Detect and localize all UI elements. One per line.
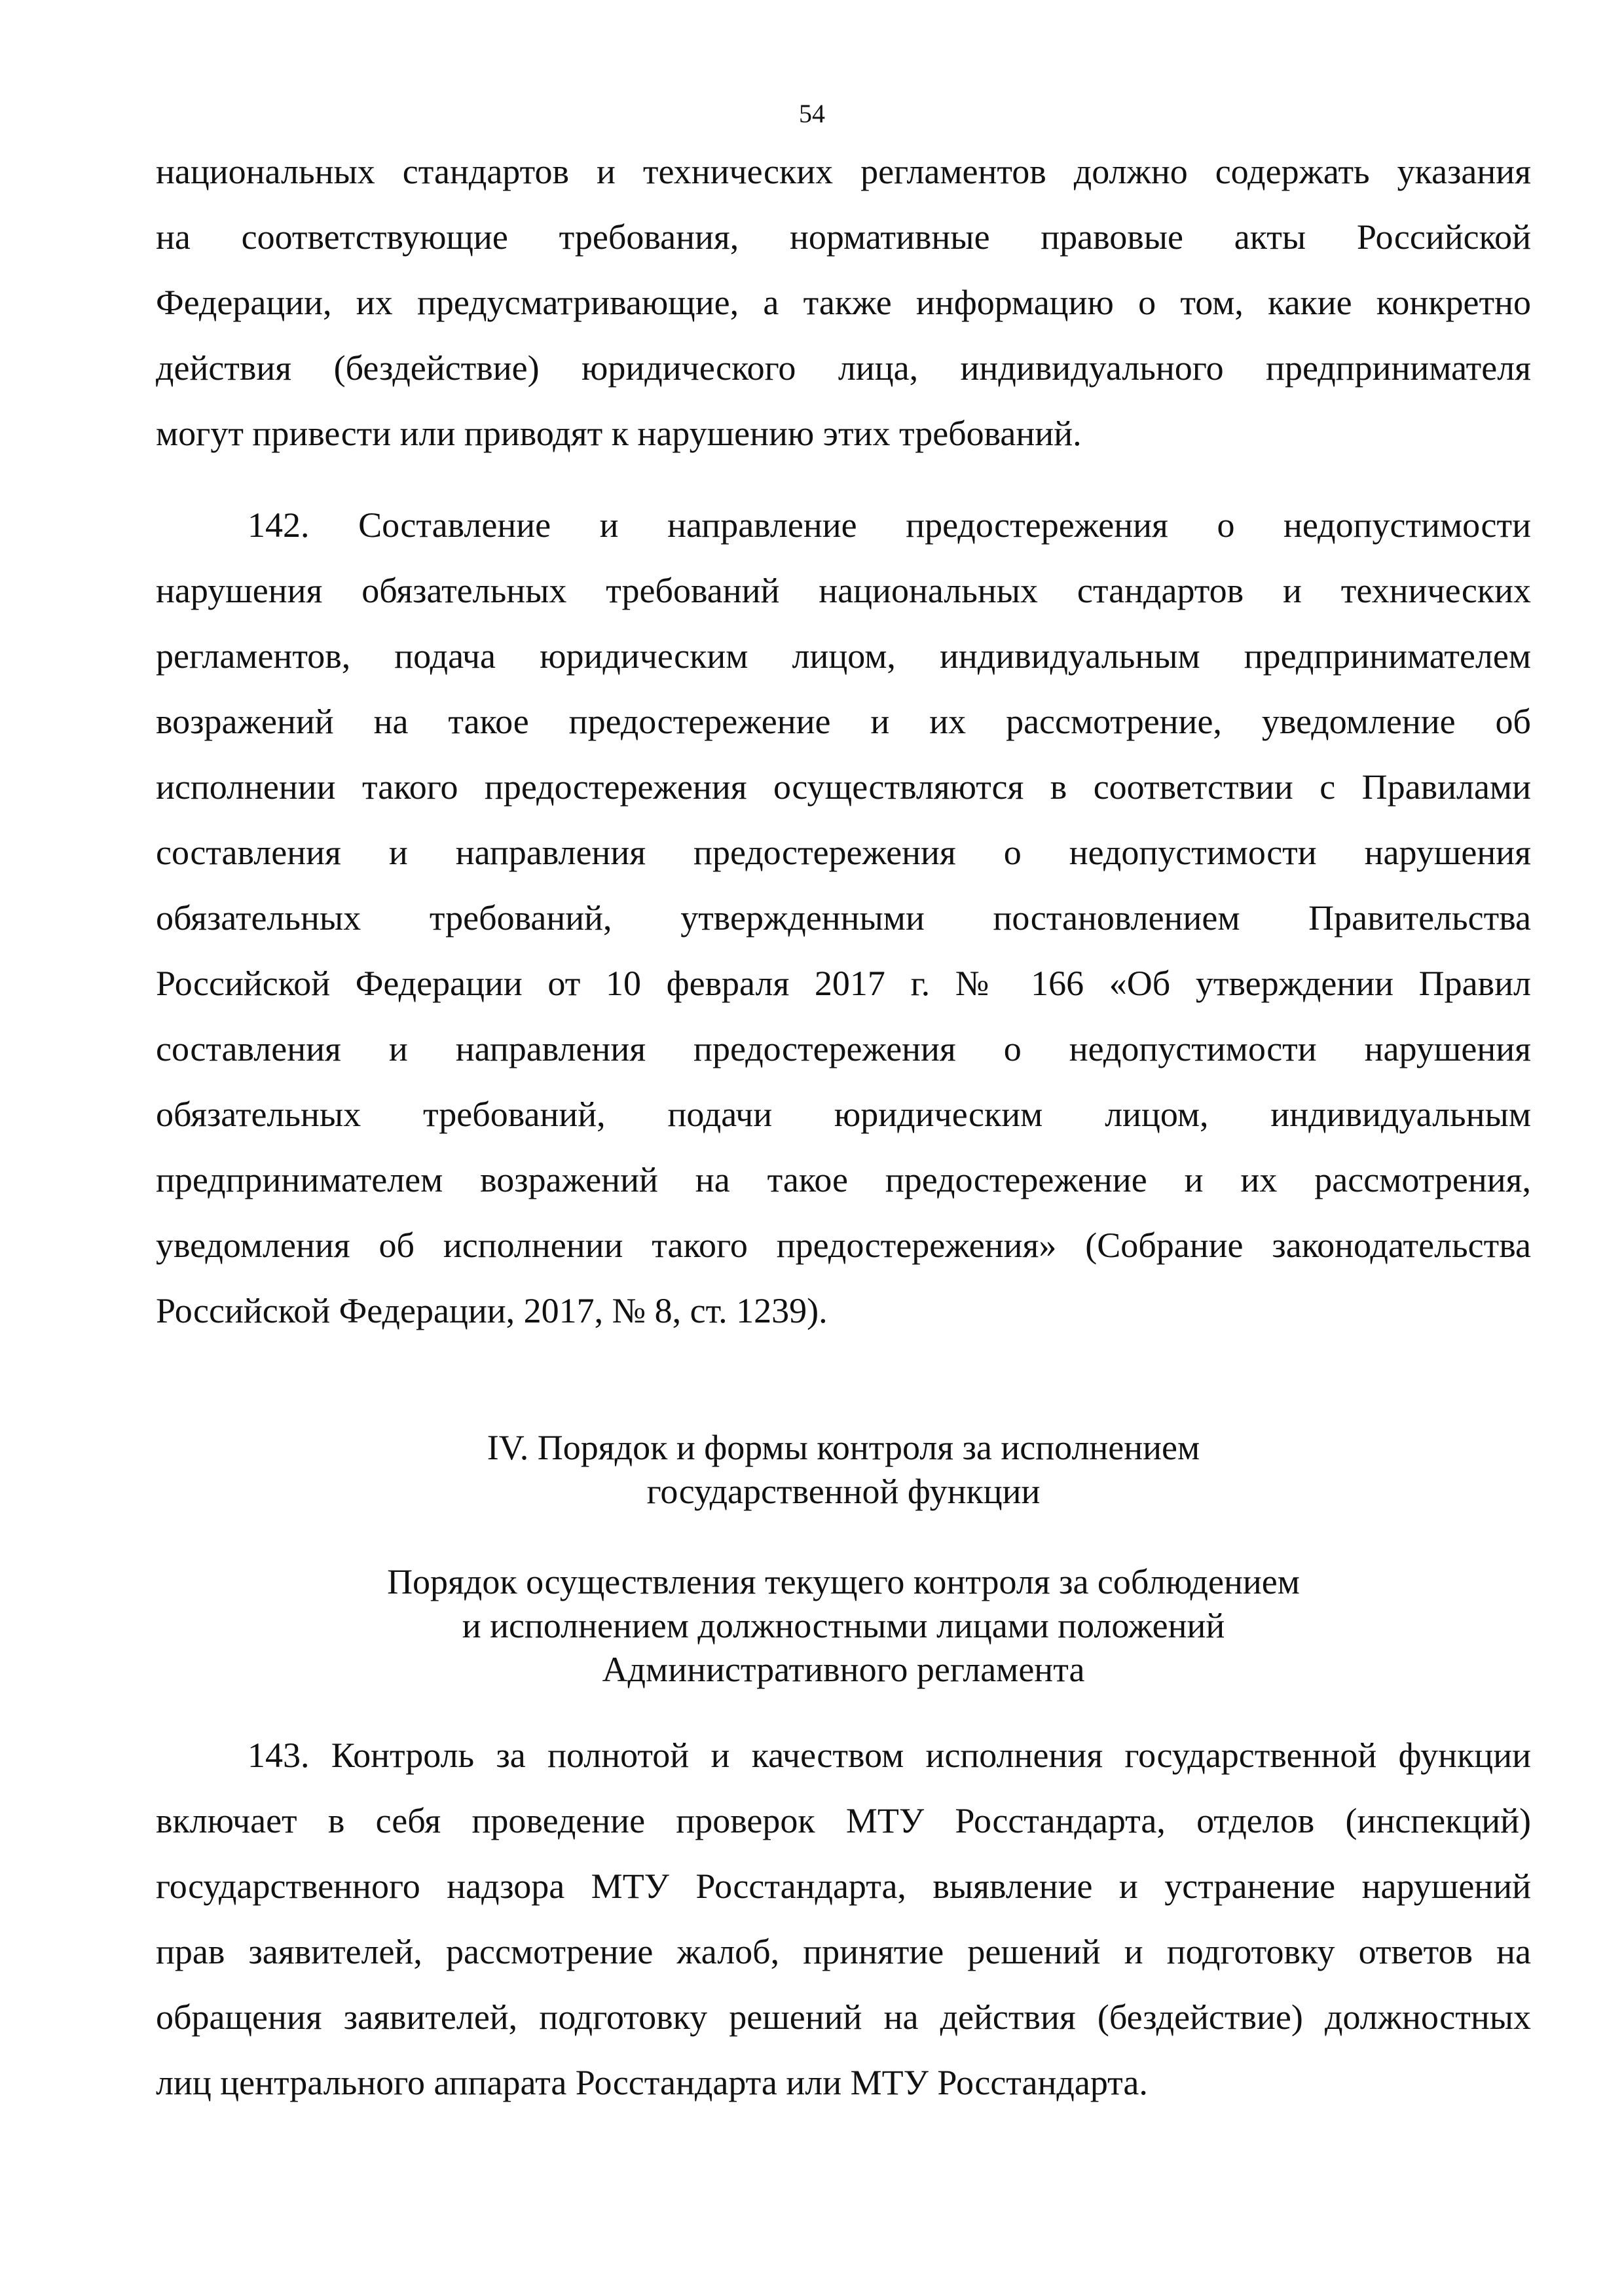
text-line: лиц центрального аппарата Росстандарта или МТУ Росстандарта. [156, 2063, 1148, 2102]
text-line: предпринимателем возражений на такое предостережение и их рассмотрения, [156, 1160, 1531, 1199]
text-line: исполнении такого предостережения осуществляются в соответствии с Правилами [156, 767, 1531, 807]
paragraph-142 [156, 492, 1531, 1343]
text-line: Федерации, их предусматривающие, а также информацию о том, какие конкретно [156, 283, 1531, 322]
subsection-heading-line: и исполнением должностными лицами положений [462, 1606, 1225, 1645]
text-line: нарушения обязательных требований национальных стандартов и технических [156, 571, 1531, 610]
section-heading-line: IV. Порядок и формы контроля за исполнением [487, 1428, 1200, 1467]
text-line: Российской Федерации от 10 февраля 2017 г. № 166 «Об утверждении Правил [156, 964, 1531, 1003]
section-heading [156, 1426, 1531, 1514]
text-line: 143. Контроль за полнотой и качеством исполнения государственной функции [248, 1736, 1531, 1775]
text-line: обращения заявителей, подготовку решений на действия (бездействие) должностных [156, 1997, 1531, 2037]
section-heading-line: государственной функции [646, 1472, 1041, 1511]
text-line: уведомления об исполнении такого предостережения» (Собрание законодательства [156, 1226, 1531, 1265]
text-line: на соответствующие требования, нормативные правовые акты Российской [156, 217, 1531, 257]
text-line: 142. Составление и направление предостережения о недопустимости [248, 505, 1531, 545]
text-line: составления и направления предостережения о недопустимости нарушения [156, 833, 1531, 872]
text-line: Российской Федерации, 2017, № 8, ст. 1239). [156, 1291, 828, 1330]
text-line: прав заявителей, рассмотрение жалоб, принятие решений и подготовку ответов на [156, 1932, 1531, 1971]
text-line: возражений на такое предостережение и их рассмотрение, уведомление об [156, 702, 1531, 741]
text-line: национальных стандартов и технических регламентов должно содержать указания [156, 152, 1531, 191]
text-line: составления и направления предостережения о недопустимости нарушения [156, 1029, 1531, 1068]
text-line: могут привести или приводят к нарушению этих требований. [156, 414, 1082, 453]
text-line: действия (бездействие) юридического лица, индивидуального предпринимателя [156, 348, 1531, 388]
subsection-heading-line: Порядок осуществления текущего контроля за соблюдением [387, 1562, 1300, 1601]
paragraph-143 [156, 1722, 1531, 2115]
text-line: включает в себя проведение проверок МТУ Росстандарта, отделов (инспекций) [156, 1801, 1531, 1840]
text-line: обязательных требований, утвержденными постановлением Правительства [156, 898, 1531, 938]
continuation-paragraph [156, 139, 1531, 466]
text-line: государственного надзора МТУ Росстандарта, выявление и устранение нарушений [156, 1867, 1531, 1906]
subsection-heading [156, 1560, 1531, 1692]
text-line: регламентов, подача юридическим лицом, индивидуальным предпринимателем [156, 636, 1531, 676]
page-number: 54 [799, 99, 825, 128]
subsection-heading-line: Административного регламента [602, 1650, 1085, 1689]
text-line: обязательных требований, подачи юридическим лицом, индивидуальным [156, 1095, 1531, 1134]
